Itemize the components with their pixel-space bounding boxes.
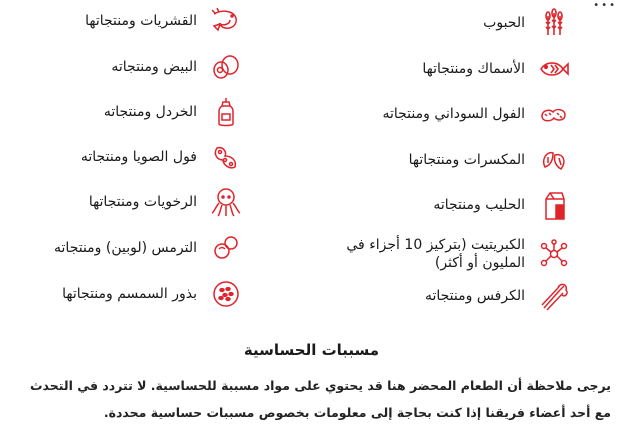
allergen-label: الأسماك ومنتجاتها (422, 61, 525, 77)
allergen-item-milk (433, 188, 571, 222)
allergen-label: الحبوب (483, 15, 525, 31)
more-dots: ••• (593, 0, 617, 11)
allergen-item-lupin (54, 231, 243, 265)
allergen-item-molluscs (89, 185, 243, 219)
mustard-bottle-icon (209, 95, 243, 129)
allergen-label: فول الصويا ومنتجاته (80, 149, 197, 165)
allergen-item-mustard (104, 95, 243, 129)
allergen-item-peanuts (382, 97, 571, 131)
sesame-icon (209, 277, 243, 311)
allergen-item-sulphites (335, 236, 571, 272)
allergen-label: الفول السوداني ومنتجاته (382, 106, 525, 122)
allergens-notice: يرجى ملاحظة أن الطعام المحضر هنا قد يحتوي على مواد مسببة للحساسية. لا تتردد في التحدث مع أحد أعضاء فريقنا إذا كنت بحاجة إلى معلومات بخصوص مسببات حساسية محددة. (29, 378, 611, 420)
allergen-label: الترمس (لوبين) ومنتجاته (54, 240, 197, 256)
shrimp-icon (209, 4, 243, 38)
eggs-icon (209, 50, 243, 84)
allergen-label: الكرفس ومنتجاته (424, 288, 525, 304)
allergen-label: الكبريتيت (بتركيز 10 أجزاء في المليون أو أكثر) (346, 237, 525, 271)
allergen-label: بذور السمسم ومنتجاتها (62, 286, 197, 302)
octopus-icon (209, 185, 243, 219)
allergen-item-crustaceans (85, 4, 243, 38)
allergens-heading: مسببات الحساسية (243, 341, 380, 359)
milk-carton-icon (537, 188, 571, 222)
allergen-label: المكسرات ومنتجاتها (408, 152, 525, 168)
allergen-label: القشريات ومنتجاتها (85, 13, 197, 29)
molecule-icon (537, 237, 571, 271)
allergen-item-celery (425, 279, 571, 313)
allergen-label: البيض ومنتجاته (111, 59, 197, 75)
fish-icon (537, 52, 571, 86)
allergen-item-cereals (483, 6, 571, 40)
peanut-icon (537, 97, 571, 131)
celery-icon (537, 279, 571, 313)
soybean-icon (209, 140, 243, 174)
allergen-item-sesame (62, 277, 243, 311)
allergen-item-fish (422, 52, 571, 86)
wheat-icon (537, 6, 571, 40)
allergen-label: الخردل ومنتجاته (103, 104, 197, 120)
allergen-item-soy (81, 140, 243, 174)
allergen-label: الحليب ومنتجاته (433, 197, 525, 213)
allergen-item-nuts (409, 143, 571, 177)
allergen-label: الرخويات ومنتجاتها (88, 194, 197, 210)
allergen-item-eggs (111, 50, 243, 84)
nuts-icon (537, 143, 571, 177)
lupin-icon (209, 231, 243, 265)
